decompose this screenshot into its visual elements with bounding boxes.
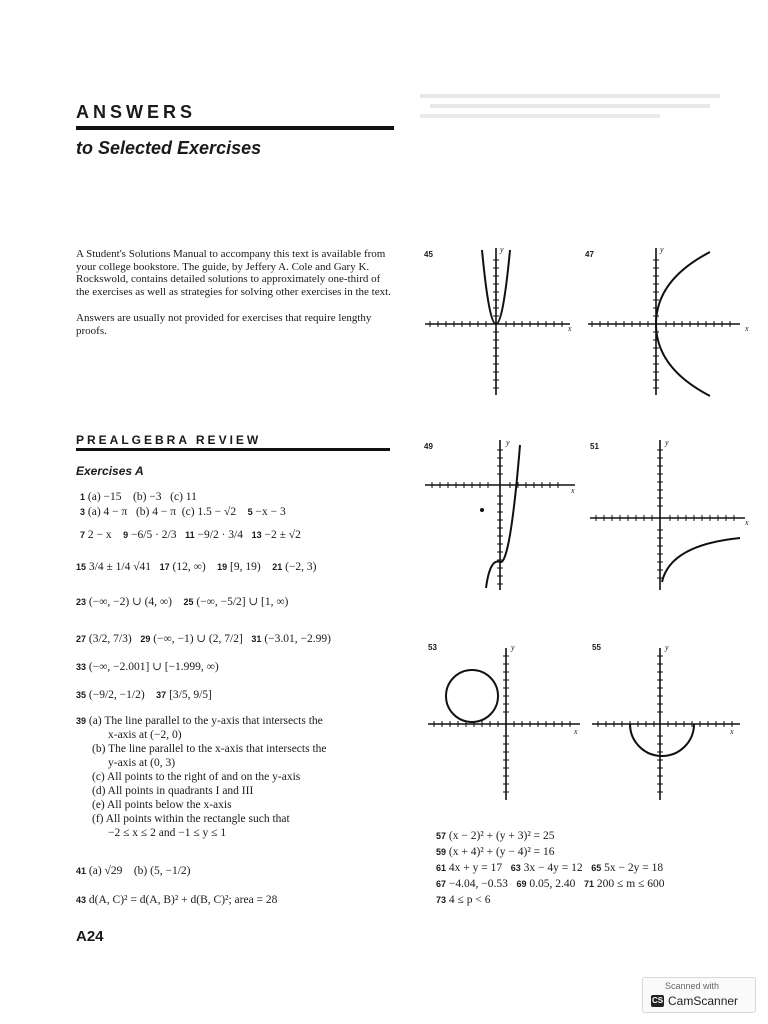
answer-line-4: 15 3/4 ± 1/4 √41 17 (12, ∞) 19 [9, 19) 21 (−2, 3) [76,561,317,573]
axis-x-55: x [730,727,734,736]
graph-label-51: 51 [590,442,599,451]
graph-label-55: 55 [592,643,601,652]
answer-73: 73 4 ≤ p < 6 [436,894,491,906]
axis-x-51: x [745,518,749,527]
answer-line-3: 7 2 − x 9 −6/5 · 2/3 11 −9/2 · 3/4 13 −2 ± √2 [80,529,301,541]
answers-67-71: 67 −4.04, −0.53 69 0.05, 2.40 71 200 ≤ m ≤ 600 [436,878,665,890]
answer-line-1: 1 (a) −15 (b) −3 (c) 11 [80,491,197,503]
intro-text [76,248,396,352]
axis-x-49: x [571,486,575,495]
axis-y-51: y [665,438,669,447]
watermark-caption: Scanned with [665,981,720,991]
answer-line-5: 23 (−∞, −2) ∪ (4, ∞) 25 (−∞, −5/2] ∪ [1, ∞) [76,596,289,608]
answer-line-7: 33 (−∞, −2.001] ∪ [−1.999, ∞) [76,661,219,673]
watermark-name: CamScanner [668,994,739,1008]
axis-y-53: y [511,643,515,652]
axis-x-47: x [745,324,749,333]
answer-41: 41 (a) √29 (b) (5, −1/2) [76,865,191,877]
answer-line-6: 27 (3/2, 7/3) 29 (−∞, −1) ∪ (2, 7/2] 31 (−3.01, −2.99) [76,633,331,645]
answer-line-2: 3 (a) 4 − π (b) 4 − π (c) 1.5 − √2 5 −x − 3 [80,506,286,518]
intro-paragraph-1: A Student's Solutions Manual to accompany this text is available from your college bookstore. The guide, by Jeffery A. Cole and Gary K. Rockswold, contains detailed solutions to approximately one-third of the exercises as well as strategies for solving other exercises in the text. [76,248,391,298]
graph-55 [592,648,740,800]
answer-59: 59 (x + 4)² + (y − 4)² = 16 [436,846,555,858]
answers-61-65: 61 4x + y = 17 63 3x − 4y = 12 65 5x − 2y = 18 [436,862,664,874]
graph-49 [425,440,575,590]
axis-y-45: y [500,245,504,254]
graph-51 [590,440,745,590]
graph-53 [428,648,580,800]
axis-y-55: y [665,643,669,652]
graph-label-49: 49 [424,442,433,451]
axis-x-53: x [574,727,578,736]
answer-line-8: 35 (−9/2, −1/2) 37 [3/5, 9/5] [76,689,212,701]
axis-y-49: y [506,438,510,447]
axis-y-47: y [660,245,664,254]
graph-label-47: 47 [585,250,594,259]
exercises-heading: Exercises A [76,464,144,478]
camscanner-watermark [642,977,756,1013]
graphs-panel [420,240,760,810]
graph-47 [588,248,740,396]
answer-39: 39 (a) The line parallel to the y-axis that intersects the x-axis at (−2, 0) (b) The line parallel to the x-axis that intersects the y-axis at (0, 3) (c) All points to the right of and on the y-axis (d) All points in quadrants I and III (e) All points below the x-axis (f) All points within the rectangle such that −2 ≤ x ≤ 2 and −1 ≤ y ≤ 1 [76,715,327,839]
section-rule [76,448,390,451]
bleed-through-marks [420,90,740,126]
answer-43: 43 d(A, C)² = d(A, B)² + d(B, C)²; area = 28 [76,894,278,906]
graph-45 [425,248,570,395]
page-number: A24 [76,928,104,945]
intro-paragraph-2: Answers are usually not provided for exercises that require lengthy proofs. [76,312,372,337]
section-title: PREALGEBRA REVIEW [76,433,262,447]
answers-right [436,828,664,908]
graph-label-45: 45 [424,250,433,259]
graph-label-53: 53 [428,643,437,652]
answer-57: 57 (x − 2)² + (y + 3)² = 25 [436,830,555,842]
title-rule [76,126,394,130]
axis-x-45: x [568,324,572,333]
page-title: ANSWERS [76,102,197,122]
page-subtitle: to Selected Exercises [76,138,262,158]
camscanner-logo-icon: CS [651,996,664,1005]
